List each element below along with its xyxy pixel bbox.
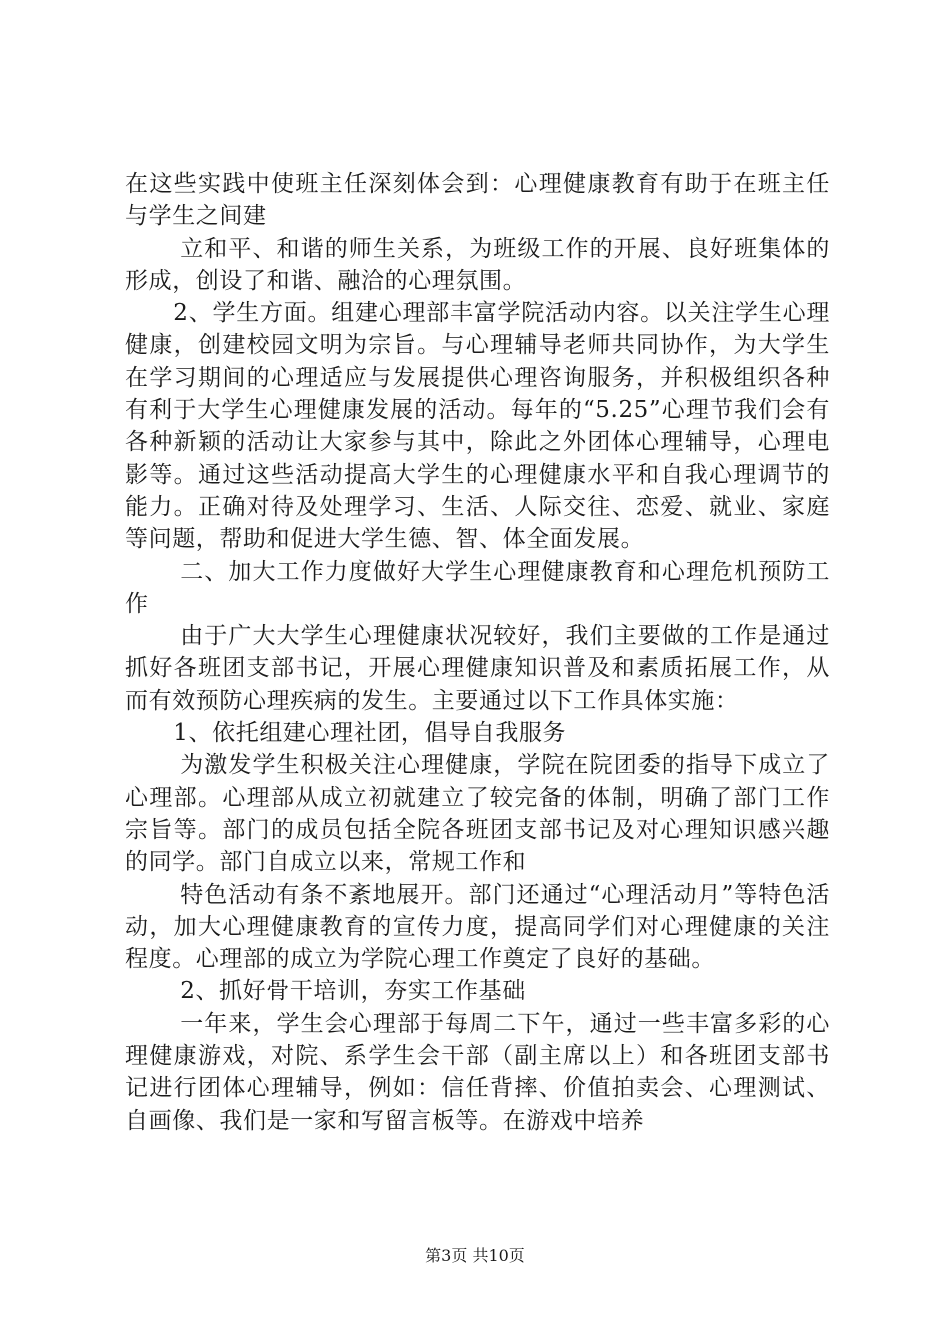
paragraph-7: 一年来，学生会心理部于每周二下午，通过一些丰富多彩的心理健康游戏，对院、系学生会干部（副主席以上）和各班团支部书记进行团体心理辅导，例如：信任背摔、价值拍卖会、心理测试、自画像、我们是一家和写留言板等。在游戏中培养	[125, 1010, 830, 1134]
paragraph-2: 立和平、和谐的师生关系，为班级工作的开展、良好班集体的形成，创设了和谐、融洽的心理氛围。	[125, 235, 830, 294]
subheading-2: 2、抓好骨干培训，夯实工作基础	[180, 978, 526, 1005]
section-heading-2: 二、加大工作力度做好大学生心理健康教育和心理危机预防工作	[125, 558, 830, 617]
paragraph-6: 特色活动有条不紊地展开。部门还通过“心理活动月”等特色活动，加大心理健康教育的宣传力度，提高同学们对心理健康的关注程度。心理部的成立为学院心理工作奠定了良好的基础。	[125, 881, 830, 973]
page-footer: 第3页 共10页	[425, 1246, 525, 1265]
subheading-1: 1、依托组建心理社团，倡导自我服务	[173, 720, 567, 747]
paragraph-3: 2、学生方面。组建心理部丰富学院活动内容。以关注学生心理健康，创建校园文明为宗旨。与心理辅导老师共同协作，为大学生在学习期间的心理适应与发展提供心理咨询服务，并积极组织各种有利于大学生心理健康发展的活动。每年的“5.25”心理节我们会有各种新颖的活动让大家参与其中，除此之外团体心理辅导，心理电影等。通过这些活动提高大学生的心理健康水平和自我心理调节的能力。正确对待及处理学习、生活、人际交往、恋爱、就业、家庭等问题，帮助和促进大学生德、智、体全面发展。	[125, 300, 830, 553]
paragraph-5: 为激发学生积极关注心理健康，学院在院团委的指导下成立了心理部。心理部从成立初就建立了较完备的体制，明确了部门工作宗旨等。部门的成员包括全院各班团支部书记及对心理知识感兴趣的同学。部门自成立以来，常规工作和	[125, 752, 830, 876]
document-body	[125, 168, 830, 1137]
paragraph-4: 由于广大大学生心理健康状况较好，我们主要做的工作是通过抓好各班团支部书记，开展心理健康知识普及和素质拓展工作，从而有效预防心理疾病的发生。主要通过以下工作具体实施：	[125, 623, 830, 714]
paragraph-1: 在这些实践中使班主任深刻体会到：心理健康教育有助于在班主任与学生之间建	[125, 171, 830, 230]
